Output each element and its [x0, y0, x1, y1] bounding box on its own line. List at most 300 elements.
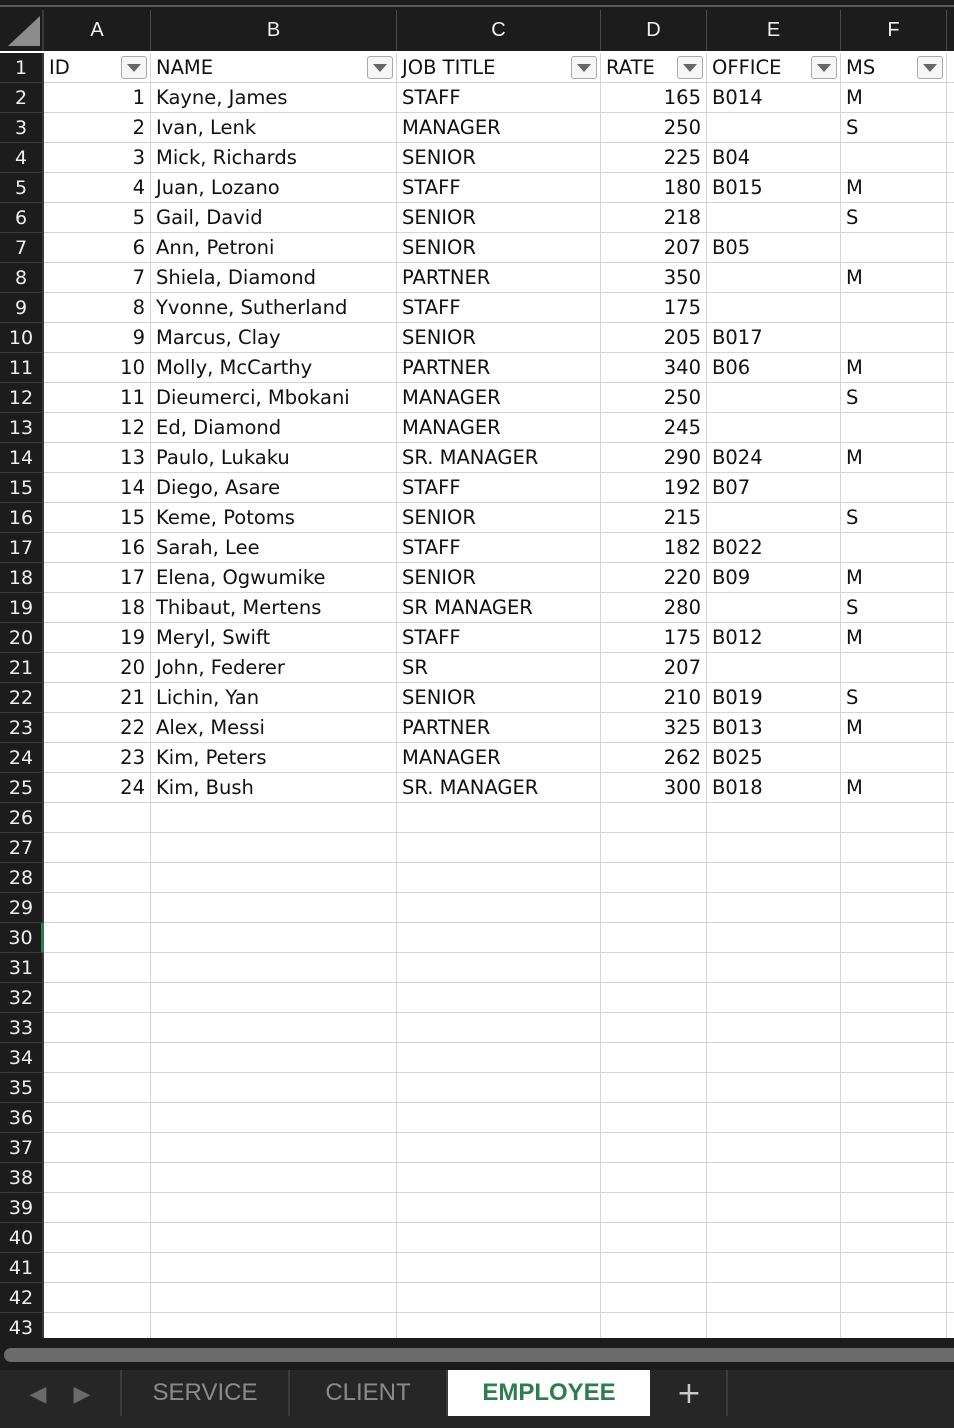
cell-f4[interactable] [841, 143, 947, 173]
empty-cell[interactable] [44, 863, 151, 893]
partial-cell[interactable] [947, 413, 954, 443]
row-header-39[interactable]: 39 [0, 1193, 44, 1223]
empty-cell[interactable] [841, 1163, 947, 1193]
row-header-3[interactable]: 3 [0, 113, 44, 143]
empty-cell[interactable] [44, 1163, 151, 1193]
cell-e2[interactable]: B014 [707, 83, 841, 113]
row-header-36[interactable]: 36 [0, 1103, 44, 1133]
empty-cell[interactable] [707, 1283, 841, 1313]
row-header-34[interactable]: 34 [0, 1043, 44, 1073]
cell-b11[interactable]: Molly, McCarthy [151, 353, 397, 383]
cell-f24[interactable] [841, 743, 947, 773]
empty-cell[interactable] [841, 1073, 947, 1103]
row-header-4[interactable]: 4 [0, 143, 44, 173]
cell-a10[interactable]: 9 [44, 323, 151, 353]
partial-cell[interactable] [947, 713, 954, 743]
empty-cell[interactable] [397, 803, 601, 833]
cell-c5[interactable]: STAFF [397, 173, 601, 203]
cell-a24[interactable]: 23 [44, 743, 151, 773]
column-header-f[interactable]: F [841, 10, 947, 51]
empty-cell[interactable] [707, 953, 841, 983]
partial-cell[interactable] [947, 923, 954, 953]
partial-cell[interactable] [947, 803, 954, 833]
empty-cell[interactable] [841, 923, 947, 953]
cell-e10[interactable]: B017 [707, 323, 841, 353]
empty-cell[interactable] [397, 1313, 601, 1338]
empty-cell[interactable] [151, 1013, 397, 1043]
empty-cell[interactable] [151, 923, 397, 953]
empty-cell[interactable] [397, 983, 601, 1013]
cell-f16[interactable]: S [841, 503, 947, 533]
empty-cell[interactable] [707, 863, 841, 893]
filter-dropdown-icon[interactable] [367, 56, 393, 79]
cell-a22[interactable]: 21 [44, 683, 151, 713]
column-header-g-partial[interactable] [947, 10, 954, 51]
cell-c7[interactable]: SENIOR [397, 233, 601, 263]
spreadsheet-grid[interactable] [0, 10, 954, 1338]
cell-f3[interactable]: S [841, 113, 947, 143]
filter-dropdown-icon[interactable] [121, 56, 147, 79]
row-header-40[interactable]: 40 [0, 1223, 44, 1253]
empty-cell[interactable] [151, 983, 397, 1013]
empty-cell[interactable] [841, 1223, 947, 1253]
cell-b21[interactable]: John, Federer [151, 653, 397, 683]
row-header-13[interactable]: 13 [0, 413, 44, 443]
cell-c4[interactable]: SENIOR [397, 143, 601, 173]
row-header-24[interactable]: 24 [0, 743, 44, 773]
row-header-41[interactable]: 41 [0, 1253, 44, 1283]
empty-cell[interactable] [601, 1283, 707, 1313]
partial-cell[interactable] [947, 773, 954, 803]
partial-cell[interactable] [947, 1313, 954, 1338]
row-header-11[interactable]: 11 [0, 353, 44, 383]
partial-cell[interactable] [947, 833, 954, 863]
empty-cell[interactable] [707, 923, 841, 953]
partial-cell[interactable] [947, 983, 954, 1013]
cell-b17[interactable]: Sarah, Lee [151, 533, 397, 563]
cell-f13[interactable] [841, 413, 947, 443]
chevron-right-icon[interactable]: ▶ [73, 1381, 91, 1407]
cell-e16[interactable] [707, 503, 841, 533]
filter-dropdown-icon[interactable] [917, 56, 943, 79]
header-cell-name[interactable]: NAME [151, 53, 397, 83]
empty-cell[interactable] [601, 1103, 707, 1133]
row-header-25[interactable]: 25 [0, 773, 44, 803]
cell-f18[interactable]: M [841, 563, 947, 593]
partial-cell[interactable] [947, 473, 954, 503]
empty-cell[interactable] [397, 1103, 601, 1133]
empty-cell[interactable] [44, 893, 151, 923]
empty-cell[interactable] [841, 1043, 947, 1073]
empty-cell[interactable] [44, 983, 151, 1013]
cell-a5[interactable]: 4 [44, 173, 151, 203]
empty-cell[interactable] [44, 953, 151, 983]
cell-f15[interactable] [841, 473, 947, 503]
cell-e23[interactable]: B013 [707, 713, 841, 743]
cell-d25[interactable]: 300 [601, 773, 707, 803]
plus-icon[interactable]: + [652, 1370, 728, 1416]
cell-d21[interactable]: 207 [601, 653, 707, 683]
empty-cell[interactable] [841, 833, 947, 863]
empty-cell[interactable] [151, 1253, 397, 1283]
row-header-14[interactable]: 14 [0, 443, 44, 473]
cell-c12[interactable]: MANAGER [397, 383, 601, 413]
empty-cell[interactable] [601, 1163, 707, 1193]
cell-f17[interactable] [841, 533, 947, 563]
cell-d10[interactable]: 205 [601, 323, 707, 353]
empty-cell[interactable] [601, 1043, 707, 1073]
empty-cell[interactable] [397, 863, 601, 893]
empty-cell[interactable] [44, 1223, 151, 1253]
cell-d24[interactable]: 262 [601, 743, 707, 773]
cell-d12[interactable]: 250 [601, 383, 707, 413]
row-header-18[interactable]: 18 [0, 563, 44, 593]
cell-e8[interactable] [707, 263, 841, 293]
cell-e18[interactable]: B09 [707, 563, 841, 593]
cell-f25[interactable]: M [841, 773, 947, 803]
empty-cell[interactable] [707, 983, 841, 1013]
empty-cell[interactable] [44, 1133, 151, 1163]
cell-f20[interactable]: M [841, 623, 947, 653]
cell-d17[interactable]: 182 [601, 533, 707, 563]
empty-cell[interactable] [601, 893, 707, 923]
row-header-2[interactable]: 2 [0, 83, 44, 113]
row-header-5[interactable]: 5 [0, 173, 44, 203]
empty-cell[interactable] [707, 1133, 841, 1163]
cell-f23[interactable]: M [841, 713, 947, 743]
cell-f14[interactable]: M [841, 443, 947, 473]
partial-cell[interactable] [947, 323, 954, 353]
cell-a17[interactable]: 16 [44, 533, 151, 563]
row-header-28[interactable]: 28 [0, 863, 44, 893]
empty-cell[interactable] [151, 953, 397, 983]
empty-cell[interactable] [44, 1013, 151, 1043]
cell-f8[interactable]: M [841, 263, 947, 293]
header-cell-id[interactable]: ID [44, 53, 151, 83]
cell-e15[interactable]: B07 [707, 473, 841, 503]
empty-cell[interactable] [707, 1043, 841, 1073]
row-header-1[interactable]: 1 [0, 53, 44, 83]
partial-cell[interactable] [947, 353, 954, 383]
empty-cell[interactable] [707, 1103, 841, 1133]
empty-cell[interactable] [707, 893, 841, 923]
cell-c20[interactable]: STAFF [397, 623, 601, 653]
empty-cell[interactable] [44, 1073, 151, 1103]
scrollbar-thumb[interactable] [4, 1348, 954, 1362]
empty-cell[interactable] [151, 1313, 397, 1338]
empty-cell[interactable] [151, 1193, 397, 1223]
empty-cell[interactable] [707, 1073, 841, 1103]
cell-f9[interactable] [841, 293, 947, 323]
partial-cell[interactable] [947, 623, 954, 653]
row-header-43[interactable]: 43 [0, 1313, 44, 1338]
cell-b6[interactable]: Gail, David [151, 203, 397, 233]
row-header-7[interactable]: 7 [0, 233, 44, 263]
empty-cell[interactable] [44, 1283, 151, 1313]
cell-a7[interactable]: 6 [44, 233, 151, 263]
row-header-23[interactable]: 23 [0, 713, 44, 743]
header-cell-office[interactable]: OFFICE [707, 53, 841, 83]
cell-e14[interactable]: B024 [707, 443, 841, 473]
cell-e19[interactable] [707, 593, 841, 623]
horizontal-scrollbar[interactable] [0, 1338, 954, 1370]
cell-d16[interactable]: 215 [601, 503, 707, 533]
empty-cell[interactable] [397, 923, 601, 953]
empty-cell[interactable] [397, 1223, 601, 1253]
cell-a13[interactable]: 12 [44, 413, 151, 443]
partial-cell[interactable] [947, 593, 954, 623]
cell-c9[interactable]: STAFF [397, 293, 601, 323]
empty-cell[interactable] [707, 1313, 841, 1338]
cell-d19[interactable]: 280 [601, 593, 707, 623]
partial-cell[interactable] [947, 1013, 954, 1043]
empty-cell[interactable] [601, 833, 707, 863]
cell-a11[interactable]: 10 [44, 353, 151, 383]
cell-b16[interactable]: Keme, Potoms [151, 503, 397, 533]
empty-cell[interactable] [151, 1223, 397, 1253]
tab-client[interactable]: CLIENT [290, 1370, 448, 1416]
cell-f7[interactable] [841, 233, 947, 263]
partial-cell[interactable] [947, 53, 954, 83]
cell-d7[interactable]: 207 [601, 233, 707, 263]
cell-b20[interactable]: Meryl, Swift [151, 623, 397, 653]
cell-c2[interactable]: STAFF [397, 83, 601, 113]
cell-e21[interactable] [707, 653, 841, 683]
empty-cell[interactable] [601, 1013, 707, 1043]
empty-cell[interactable] [151, 893, 397, 923]
column-header-c[interactable]: C [397, 10, 601, 51]
empty-cell[interactable] [397, 1013, 601, 1043]
cell-e24[interactable]: B025 [707, 743, 841, 773]
cell-e3[interactable] [707, 113, 841, 143]
partial-cell[interactable] [947, 203, 954, 233]
cell-d11[interactable]: 340 [601, 353, 707, 383]
empty-cell[interactable] [841, 1013, 947, 1043]
header-cell-job-title[interactable]: JOB TITLE [397, 53, 601, 83]
empty-cell[interactable] [601, 1223, 707, 1253]
cell-a3[interactable]: 2 [44, 113, 151, 143]
cell-b7[interactable]: Ann, Petroni [151, 233, 397, 263]
cell-b24[interactable]: Kim, Peters [151, 743, 397, 773]
cell-b22[interactable]: Lichin, Yan [151, 683, 397, 713]
partial-cell[interactable] [947, 683, 954, 713]
cell-d23[interactable]: 325 [601, 713, 707, 743]
cell-d15[interactable]: 192 [601, 473, 707, 503]
cell-a19[interactable]: 18 [44, 593, 151, 623]
empty-cell[interactable] [151, 1163, 397, 1193]
cell-a23[interactable]: 22 [44, 713, 151, 743]
partial-cell[interactable] [947, 173, 954, 203]
empty-cell[interactable] [601, 1313, 707, 1338]
cell-b2[interactable]: Kayne, James [151, 83, 397, 113]
cell-f21[interactable] [841, 653, 947, 683]
row-header-17[interactable]: 17 [0, 533, 44, 563]
empty-cell[interactable] [44, 1193, 151, 1223]
empty-cell[interactable] [841, 1133, 947, 1163]
cell-e5[interactable]: B015 [707, 173, 841, 203]
cell-f10[interactable] [841, 323, 947, 353]
empty-cell[interactable] [707, 803, 841, 833]
empty-cell[interactable] [601, 983, 707, 1013]
partial-cell[interactable] [947, 1133, 954, 1163]
row-header-15[interactable]: 15 [0, 473, 44, 503]
cell-b13[interactable]: Ed, Diamond [151, 413, 397, 443]
cell-a9[interactable]: 8 [44, 293, 151, 323]
cell-e7[interactable]: B05 [707, 233, 841, 263]
tab-service[interactable]: SERVICE [122, 1370, 290, 1416]
row-header-37[interactable]: 37 [0, 1133, 44, 1163]
header-cell-rate[interactable]: RATE [601, 53, 707, 83]
cell-d9[interactable]: 175 [601, 293, 707, 323]
empty-cell[interactable] [397, 953, 601, 983]
cell-b15[interactable]: Diego, Asare [151, 473, 397, 503]
cell-b10[interactable]: Marcus, Clay [151, 323, 397, 353]
cell-f6[interactable]: S [841, 203, 947, 233]
cell-e9[interactable] [707, 293, 841, 323]
filter-dropdown-icon[interactable] [811, 56, 837, 79]
cell-d14[interactable]: 290 [601, 443, 707, 473]
cell-a2[interactable]: 1 [44, 83, 151, 113]
cell-c3[interactable]: MANAGER [397, 113, 601, 143]
cell-b18[interactable]: Elena, Ogwumike [151, 563, 397, 593]
partial-cell[interactable] [947, 143, 954, 173]
empty-cell[interactable] [151, 1073, 397, 1103]
cell-b19[interactable]: Thibaut, Mertens [151, 593, 397, 623]
row-header-21[interactable]: 21 [0, 653, 44, 683]
empty-cell[interactable] [841, 1103, 947, 1133]
empty-cell[interactable] [397, 1193, 601, 1223]
cell-c21[interactable]: SR [397, 653, 601, 683]
cell-c25[interactable]: SR. MANAGER [397, 773, 601, 803]
cell-e25[interactable]: B018 [707, 773, 841, 803]
empty-cell[interactable] [397, 1073, 601, 1103]
cell-b9[interactable]: Yvonne, Sutherland [151, 293, 397, 323]
empty-cell[interactable] [707, 1013, 841, 1043]
partial-cell[interactable] [947, 263, 954, 293]
empty-cell[interactable] [44, 1253, 151, 1283]
cell-c14[interactable]: SR. MANAGER [397, 443, 601, 473]
cell-d18[interactable]: 220 [601, 563, 707, 593]
cell-d6[interactable]: 218 [601, 203, 707, 233]
cell-c15[interactable]: STAFF [397, 473, 601, 503]
row-header-32[interactable]: 32 [0, 983, 44, 1013]
row-header-29[interactable]: 29 [0, 893, 44, 923]
empty-cell[interactable] [151, 1043, 397, 1073]
cell-c22[interactable]: SENIOR [397, 683, 601, 713]
empty-cell[interactable] [601, 1193, 707, 1223]
cell-c19[interactable]: SR MANAGER [397, 593, 601, 623]
empty-cell[interactable] [841, 1253, 947, 1283]
partial-cell[interactable] [947, 1283, 954, 1313]
column-header-a[interactable]: A [44, 10, 151, 51]
empty-cell[interactable] [841, 1193, 947, 1223]
cell-a16[interactable]: 15 [44, 503, 151, 533]
cell-c13[interactable]: MANAGER [397, 413, 601, 443]
cell-e4[interactable]: B04 [707, 143, 841, 173]
cell-b12[interactable]: Dieumerci, Mbokani [151, 383, 397, 413]
cell-d2[interactable]: 165 [601, 83, 707, 113]
cell-b14[interactable]: Paulo, Lukaku [151, 443, 397, 473]
cell-e13[interactable] [707, 413, 841, 443]
cell-c6[interactable]: SENIOR [397, 203, 601, 233]
empty-cell[interactable] [151, 803, 397, 833]
cell-c23[interactable]: PARTNER [397, 713, 601, 743]
partial-cell[interactable] [947, 233, 954, 263]
cell-e22[interactable]: B019 [707, 683, 841, 713]
row-header-12[interactable]: 12 [0, 383, 44, 413]
partial-cell[interactable] [947, 1223, 954, 1253]
empty-cell[interactable] [841, 1283, 947, 1313]
empty-cell[interactable] [601, 1253, 707, 1283]
cell-d3[interactable]: 250 [601, 113, 707, 143]
cell-a25[interactable]: 24 [44, 773, 151, 803]
cell-a12[interactable]: 11 [44, 383, 151, 413]
empty-cell[interactable] [841, 893, 947, 923]
cell-e17[interactable]: B022 [707, 533, 841, 563]
cell-b4[interactable]: Mick, Richards [151, 143, 397, 173]
empty-cell[interactable] [707, 1193, 841, 1223]
partial-cell[interactable] [947, 443, 954, 473]
partial-cell[interactable] [947, 293, 954, 323]
cell-a4[interactable]: 3 [44, 143, 151, 173]
column-header-e[interactable]: E [707, 10, 841, 51]
cell-c17[interactable]: STAFF [397, 533, 601, 563]
cell-c10[interactable]: SENIOR [397, 323, 601, 353]
empty-cell[interactable] [601, 1073, 707, 1103]
empty-cell[interactable] [397, 1253, 601, 1283]
cell-d5[interactable]: 180 [601, 173, 707, 203]
cell-e11[interactable]: B06 [707, 353, 841, 383]
row-header-35[interactable]: 35 [0, 1073, 44, 1103]
partial-cell[interactable] [947, 1043, 954, 1073]
cell-b25[interactable]: Kim, Bush [151, 773, 397, 803]
empty-cell[interactable] [151, 1283, 397, 1313]
partial-cell[interactable] [947, 953, 954, 983]
row-header-6[interactable]: 6 [0, 203, 44, 233]
empty-cell[interactable] [151, 1133, 397, 1163]
empty-cell[interactable] [397, 893, 601, 923]
empty-cell[interactable] [397, 1163, 601, 1193]
cell-a14[interactable]: 13 [44, 443, 151, 473]
cell-b8[interactable]: Shiela, Diamond [151, 263, 397, 293]
partial-cell[interactable] [947, 743, 954, 773]
empty-cell[interactable] [601, 923, 707, 953]
empty-cell[interactable] [397, 833, 601, 863]
empty-cell[interactable] [151, 863, 397, 893]
empty-cell[interactable] [151, 1103, 397, 1133]
row-header-27[interactable]: 27 [0, 833, 44, 863]
empty-cell[interactable] [397, 1043, 601, 1073]
cell-b3[interactable]: Ivan, Lenk [151, 113, 397, 143]
cell-d4[interactable]: 225 [601, 143, 707, 173]
empty-cell[interactable] [841, 803, 947, 833]
cell-e20[interactable]: B012 [707, 623, 841, 653]
partial-cell[interactable] [947, 383, 954, 413]
cell-a15[interactable]: 14 [44, 473, 151, 503]
cell-c16[interactable]: SENIOR [397, 503, 601, 533]
filter-dropdown-icon[interactable] [571, 56, 597, 79]
empty-cell[interactable] [397, 1283, 601, 1313]
row-header-26[interactable]: 26 [0, 803, 44, 833]
row-header-31[interactable]: 31 [0, 953, 44, 983]
empty-cell[interactable] [44, 1043, 151, 1073]
empty-cell[interactable] [707, 1253, 841, 1283]
cell-e6[interactable] [707, 203, 841, 233]
cell-d8[interactable]: 350 [601, 263, 707, 293]
row-header-30[interactable]: 30 [0, 923, 44, 953]
empty-cell[interactable] [601, 953, 707, 983]
cell-f12[interactable]: S [841, 383, 947, 413]
